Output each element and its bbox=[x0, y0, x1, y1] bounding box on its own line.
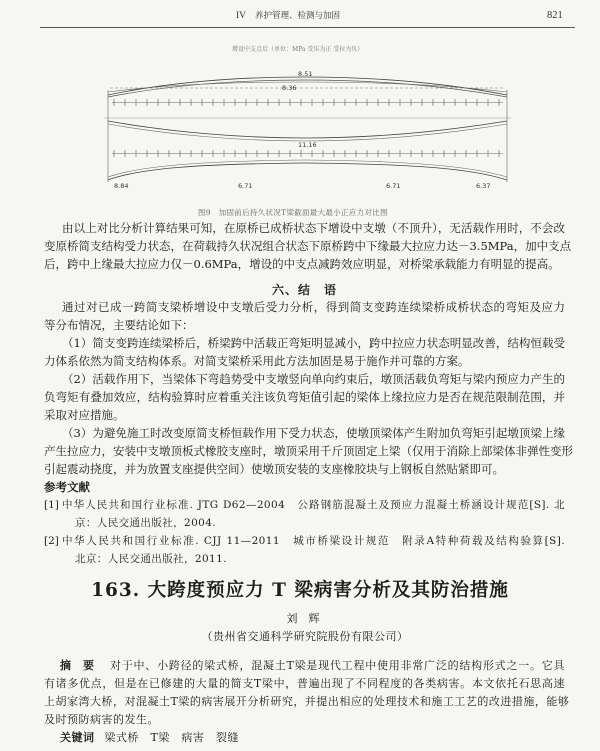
abstract-label: 摘 要 bbox=[60, 659, 95, 672]
analysis-paragraph bbox=[44, 219, 572, 273]
article-title: 163. 大跨度预应力 T 梁病害分析及其防治措施 bbox=[91, 580, 509, 601]
section-number: IV bbox=[236, 11, 247, 21]
section-heading: 六、结 语 bbox=[271, 283, 337, 297]
running-header bbox=[236, 9, 340, 23]
page-number: 821 bbox=[547, 10, 563, 21]
section-title: 养护管理、检测与加固 bbox=[255, 11, 341, 21]
value-label: 8.84 bbox=[114, 182, 129, 190]
text-line: 采取对应措施。 bbox=[44, 408, 125, 422]
figure-caption: 图9 加固前后持久状况T梁截面最大最小正应力对比图 bbox=[198, 208, 388, 217]
conclusion-point-1 bbox=[44, 334, 565, 370]
abstract-text-line: 对于中、小跨径的梁式桥，混凝土T梁是现代工程中使用非常广泛的结构形式之一。它具 bbox=[110, 659, 565, 672]
figure-note: 增设中支点后（单位：MPa 受压为正 受拉为负） bbox=[232, 46, 364, 53]
conclusion-intro bbox=[44, 298, 565, 334]
abstract-first-line bbox=[44, 657, 565, 675]
text-line: 后，跨中上缘最大拉应力仅－0.6MPa，增设的中支点减跨效应明显，对桥梁承载能力有明显的提高。 bbox=[44, 257, 560, 271]
header-rule bbox=[40, 27, 575, 28]
abstract-body bbox=[44, 675, 570, 729]
conclusion-point-3 bbox=[44, 424, 573, 478]
reference-text bbox=[62, 496, 565, 532]
text-line: 中华人民共和国行业标准. CJJ 11—2011 城市桥梁设计规范 附录A特种荷载及结构验算[S]. bbox=[62, 535, 565, 547]
text-line: 变原桥简支结构受力状态，在荷载持久状况组合状态下原桥跨中下缘最大拉应力达－3.5MPa，加中支点 bbox=[44, 239, 572, 253]
reference-text bbox=[62, 532, 565, 568]
conclusion-section bbox=[44, 298, 573, 568]
conclusion-point-2 bbox=[44, 370, 565, 424]
article-affiliation: （贵州省交通科学研究院股份有限公司） bbox=[201, 630, 409, 643]
keywords-label: 关键词 bbox=[60, 731, 95, 744]
value-label: 6.71 bbox=[238, 182, 253, 190]
reference-item bbox=[44, 496, 565, 532]
references-heading: 参考文献 bbox=[44, 480, 90, 494]
text-line: 上胡家湾大桥，对混凝土T梁的病害展开分析研究，并提出相应的处理技术和施工工艺的改进措施，能够 bbox=[44, 695, 570, 708]
value-label: 6.37 bbox=[476, 182, 491, 190]
text-line: 有诸多优点，但是在已修建的大量的简支T梁中，普遍出现了不同程度的各类病害。本文依托石思高速 bbox=[44, 677, 565, 690]
value-label: 8.36 bbox=[282, 84, 297, 92]
text-line: （2）活载作用下，当梁体下弯趋势受中支墩竖向单向约束后，墩顶活载负弯矩与梁内预应力产生的 bbox=[62, 372, 565, 386]
reference-label: [1] bbox=[44, 499, 59, 511]
reference-item bbox=[44, 532, 565, 568]
value-label: 11.16 bbox=[298, 141, 317, 149]
text-line: 北京：人民交通出版社，2011. bbox=[75, 553, 227, 565]
article-author: 刘 辉 bbox=[286, 612, 320, 625]
text-line: 引起震动挠度，并为放置支座提供空间）使墩顶安装的支座橡胶块与上钢板自然贴紧即可。 bbox=[44, 462, 504, 476]
reference-label: [2] bbox=[44, 535, 59, 547]
text-line: 由以上对比分析计算结果可知，在原桥已成桥状态下增设中支墩（不顶升），无活载作用时，不会改 bbox=[62, 221, 565, 235]
top-stress-curve-3 bbox=[108, 82, 507, 92]
abstract bbox=[44, 657, 570, 747]
text-line: 负弯矩有叠加效应，结构验算时应着重关注该负弯矩值引起的梁体上缘拉应力是否在规范限制范围，并 bbox=[44, 390, 565, 404]
text-line: （3）为避免施工时改变原简支桥恒载作用下受力状态，使墩顶梁体产生附加负弯矩引起墩顶梁上缘 bbox=[62, 426, 565, 440]
stress-comparison-figure bbox=[95, 56, 525, 196]
text-line: （1）简支变跨连续梁桥后，桥梁跨中活载正弯矩明显减小，跨中拉应力状态明显改善，结构恒载受 bbox=[62, 336, 565, 350]
value-label: 6.71 bbox=[386, 182, 401, 190]
text-line: 通过对已成一跨简支梁桥增设中支墩后受力分析，得到简支变跨连续梁桥成桥状态的弯矩及应力 bbox=[62, 300, 565, 314]
middle-stress-curve-1 bbox=[108, 121, 507, 138]
text-line: 力体系依然为简支结构体系。对简支梁桥采用此方法加固是易于施作并可靠的方案。 bbox=[44, 354, 470, 368]
text-line: 产生拉应力，安装中支墩顶板式橡胶支座时，墩顶采用千斤顶固定上梁（仅用于消除上部梁体非弹性变形 bbox=[44, 444, 573, 458]
value-label: 8.51 bbox=[298, 70, 313, 78]
text-line: 等分布情况，主要结论如下： bbox=[44, 318, 194, 332]
top-stress-curve-2 bbox=[108, 80, 507, 97]
keywords bbox=[44, 729, 565, 747]
text-line: 及时预防病害的发生。 bbox=[44, 713, 159, 726]
text-line: 京：人民交通出版社，2004. bbox=[75, 517, 217, 529]
middle-stress-curve-2 bbox=[108, 124, 507, 141]
text-line: 中华人民共和国行业标准. JTG D62—2004 公路钢筋混凝土及预应力混凝土桥涵设计规范[S]. 北 bbox=[62, 499, 565, 511]
keywords-value: 梁式桥 T梁 病害 裂缝 bbox=[104, 731, 239, 744]
